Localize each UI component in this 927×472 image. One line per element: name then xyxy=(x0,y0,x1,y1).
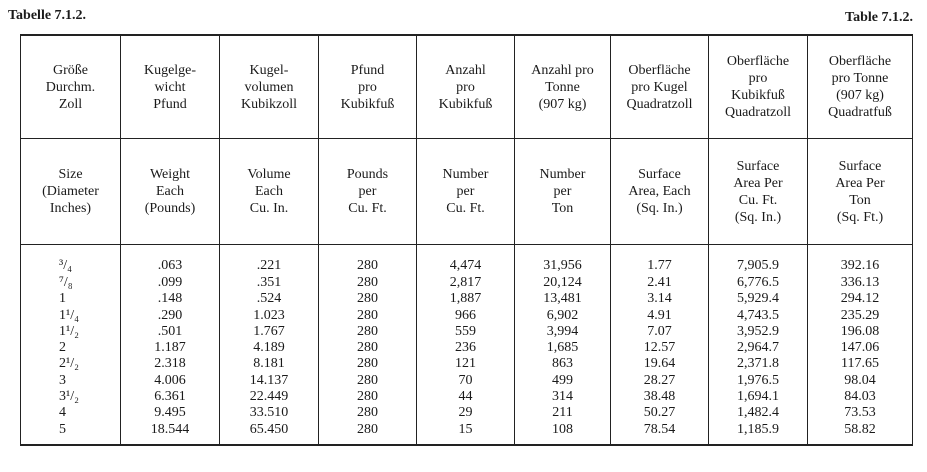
table-cell: 2¹/₂ xyxy=(21,356,121,372)
header-row-english-cell: Surface Area Per Cu. Ft. (Sq. In.) xyxy=(709,139,808,244)
table-cell: 236 xyxy=(417,340,515,356)
table-cell: 44 xyxy=(417,388,515,404)
table-cell: .221 xyxy=(220,244,319,274)
table-cell: 117.65 xyxy=(808,356,913,372)
table-row xyxy=(21,307,913,323)
table-cell: 1,185.9 xyxy=(709,421,808,445)
table-cell: 559 xyxy=(417,323,515,339)
table-cell: 12.57 xyxy=(611,340,709,356)
header-row-german-cell: Anzahl pro Tonne (907 kg) xyxy=(515,35,611,139)
ball-data-table xyxy=(20,34,913,446)
table-cell: 1.77 xyxy=(611,244,709,274)
table-cell: 3,994 xyxy=(515,323,611,339)
table-row xyxy=(21,356,913,372)
table-cell: 29 xyxy=(417,405,515,421)
table-cell: 108 xyxy=(515,421,611,445)
header-row-german xyxy=(21,35,913,139)
table-cell: .351 xyxy=(220,274,319,290)
table-cell: 1.767 xyxy=(220,323,319,339)
table-cell: 280 xyxy=(319,244,417,274)
table-cell: 20,124 xyxy=(515,274,611,290)
table-cell: 19.64 xyxy=(611,356,709,372)
table-row xyxy=(21,340,913,356)
table-cell: 336.13 xyxy=(808,274,913,290)
table-cell: 84.03 xyxy=(808,388,913,404)
table-cell: 4.189 xyxy=(220,340,319,356)
table-row xyxy=(21,244,913,274)
table-cell: 4,474 xyxy=(417,244,515,274)
table-cell: 1¹/₄ xyxy=(21,307,121,323)
table-cell: 235.29 xyxy=(808,307,913,323)
table-row xyxy=(21,291,913,307)
header-row-german-cell: Kugel- volumen Kubikzoll xyxy=(220,35,319,139)
table-cell: 211 xyxy=(515,405,611,421)
table-cell: 1 xyxy=(21,291,121,307)
table-cell: 33.510 xyxy=(220,405,319,421)
header-row-german-cell: Oberfläche pro Kubikfuß Quadratzoll xyxy=(709,35,808,139)
table-cell: 6,902 xyxy=(515,307,611,323)
table-cell: 38.48 xyxy=(611,388,709,404)
table-row xyxy=(21,274,913,290)
table-cell: 9.495 xyxy=(121,405,220,421)
header-row-english-cell: Pounds per Cu. Ft. xyxy=(319,139,417,244)
table-cell: 6,776.5 xyxy=(709,274,808,290)
table-cell: 280 xyxy=(319,291,417,307)
table-cell: 58.82 xyxy=(808,421,913,445)
table-cell: 121 xyxy=(417,356,515,372)
table-cell: 147.06 xyxy=(808,340,913,356)
table-cell: 1,976.5 xyxy=(709,372,808,388)
table-cell: 2,371.8 xyxy=(709,356,808,372)
table-cell: 280 xyxy=(319,274,417,290)
table-cell: 2 xyxy=(21,340,121,356)
table-cell: 280 xyxy=(319,323,417,339)
header-row-german-cell: Oberfläche pro Tonne (907 kg) Quadratfuß xyxy=(808,35,913,139)
table-cell: 14.137 xyxy=(220,372,319,388)
table-cell: 1¹/₂ xyxy=(21,323,121,339)
table-cell: .501 xyxy=(121,323,220,339)
table-cell: 4.91 xyxy=(611,307,709,323)
header-row-english-cell: Number per Ton xyxy=(515,139,611,244)
table-cell: 1,694.1 xyxy=(709,388,808,404)
header-row-german-cell: Anzahl pro Kubikfuß xyxy=(417,35,515,139)
table-cell: .148 xyxy=(121,291,220,307)
header-row-english-cell: Volume Each Cu. In. xyxy=(220,139,319,244)
table-row xyxy=(21,405,913,421)
table-cell: 196.08 xyxy=(808,323,913,339)
table-cell: 2.41 xyxy=(611,274,709,290)
table-cell: ⁷/₈ xyxy=(21,274,121,290)
table-cell: 13,481 xyxy=(515,291,611,307)
table-cell: 15 xyxy=(417,421,515,445)
table-cell: 18.544 xyxy=(121,421,220,445)
table-cell: 31,956 xyxy=(515,244,611,274)
table-cell: 499 xyxy=(515,372,611,388)
table-cell: 3¹/₂ xyxy=(21,388,121,404)
table-cell: 280 xyxy=(319,421,417,445)
table-cell: 78.54 xyxy=(611,421,709,445)
table-cell: 8.181 xyxy=(220,356,319,372)
header-row-english-cell: Surface Area Per Ton (Sq. Ft.) xyxy=(808,139,913,244)
header-row-english-cell: Surface Area, Each (Sq. In.) xyxy=(611,139,709,244)
table-cell: ³/₄ xyxy=(21,244,121,274)
table-cell: 6.361 xyxy=(121,388,220,404)
header-row-german-cell: Pfund pro Kubikfuß xyxy=(319,35,417,139)
table-cell: 98.04 xyxy=(808,372,913,388)
table-cell: 5 xyxy=(21,421,121,445)
table-cell: 1.023 xyxy=(220,307,319,323)
table-cell: 280 xyxy=(319,356,417,372)
table-cell: .063 xyxy=(121,244,220,274)
table-cell: 280 xyxy=(319,372,417,388)
header-row-german-cell: Größe Durchm. Zoll xyxy=(21,35,121,139)
table-cell: 1,887 xyxy=(417,291,515,307)
table-cell: .524 xyxy=(220,291,319,307)
table-cell: 1,482.4 xyxy=(709,405,808,421)
table-cell: 1.187 xyxy=(121,340,220,356)
table-cell: 3,952.9 xyxy=(709,323,808,339)
header-row-german-cell: Kugelge- wicht Pfund xyxy=(121,35,220,139)
table-cell: 280 xyxy=(319,340,417,356)
table-cell: 70 xyxy=(417,372,515,388)
table-cell: 50.27 xyxy=(611,405,709,421)
table-cell: 314 xyxy=(515,388,611,404)
table-cell: 73.53 xyxy=(808,405,913,421)
table-cell: 7,905.9 xyxy=(709,244,808,274)
header-row-english-cell: Number per Cu. Ft. xyxy=(417,139,515,244)
table-cell: .290 xyxy=(121,307,220,323)
header-row-english-cell: Size (Diameter Inches) xyxy=(21,139,121,244)
table-row xyxy=(21,421,913,445)
table-row xyxy=(21,323,913,339)
table-cell: 7.07 xyxy=(611,323,709,339)
table-cell: 2.318 xyxy=(121,356,220,372)
table-cell: 28.27 xyxy=(611,372,709,388)
table-cell: 1,685 xyxy=(515,340,611,356)
table-cell: 966 xyxy=(417,307,515,323)
table-cell: .099 xyxy=(121,274,220,290)
table-cell: 5,929.4 xyxy=(709,291,808,307)
table-caption-german: Tabelle 7.1.2. xyxy=(8,8,87,23)
table-cell: 4,743.5 xyxy=(709,307,808,323)
table-row xyxy=(21,388,913,404)
table-row xyxy=(21,372,913,388)
table-cell: 4 xyxy=(21,405,121,421)
table-cell: 22.449 xyxy=(220,388,319,404)
header-row-german-cell: Oberfläche pro Kugel Quadratzoll xyxy=(611,35,709,139)
table-cell: 3.14 xyxy=(611,291,709,307)
table-cell: 280 xyxy=(319,307,417,323)
table-cell: 3 xyxy=(21,372,121,388)
table-cell: 65.450 xyxy=(220,421,319,445)
table-cell: 4.006 xyxy=(121,372,220,388)
table-cell: 2,817 xyxy=(417,274,515,290)
header-row-english xyxy=(21,139,913,244)
table-cell: 294.12 xyxy=(808,291,913,307)
table-cell: 2,964.7 xyxy=(709,340,808,356)
table-cell: 280 xyxy=(319,405,417,421)
table-cell: 392.16 xyxy=(808,244,913,274)
table-caption-english: Table 7.1.2. xyxy=(845,10,913,25)
header-row-english-cell: Weight Each (Pounds) xyxy=(121,139,220,244)
table-cell: 280 xyxy=(319,388,417,404)
table-cell: 863 xyxy=(515,356,611,372)
